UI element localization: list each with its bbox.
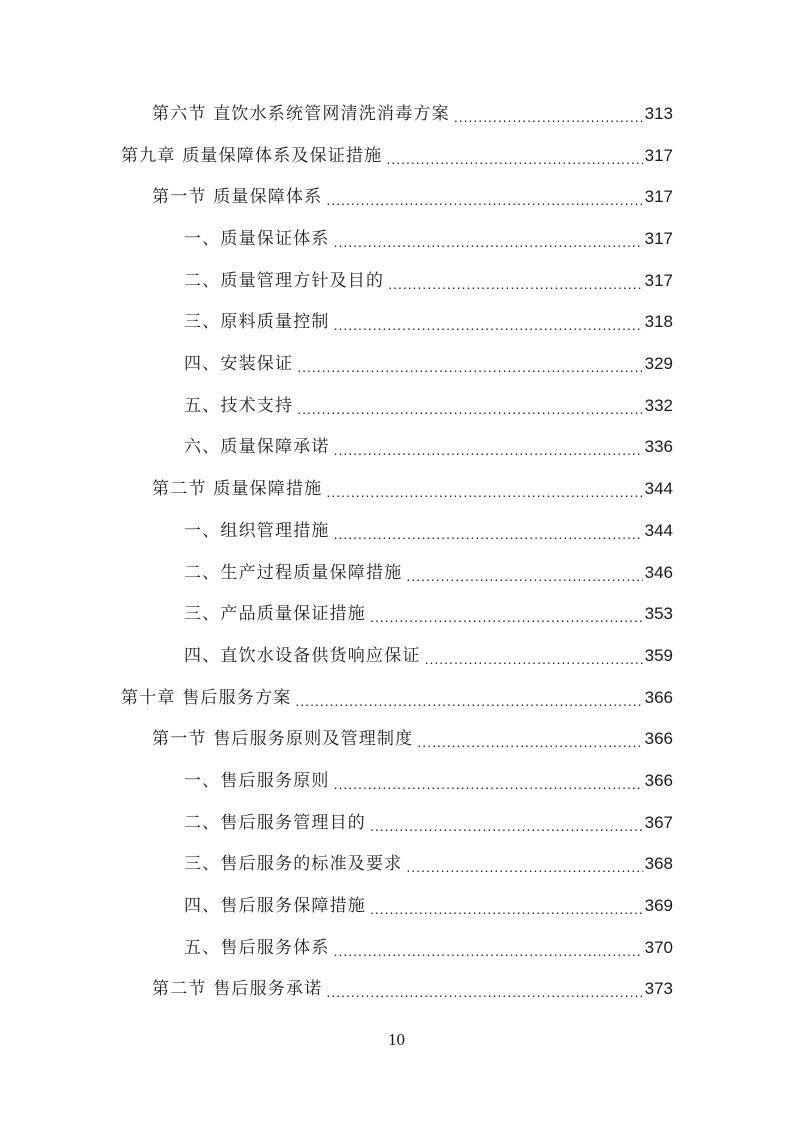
toc-entry-page: 368	[644, 854, 673, 873]
toc-entry-title: 第九章 质量保障体系及保证措施	[121, 146, 383, 166]
toc-entry[interactable]	[184, 600, 673, 628]
toc-entry-title: 第十章 售后服务方案	[121, 688, 292, 708]
toc-entry-title: 二、售后服务管理目的	[184, 813, 366, 833]
toc-entry-title: 四、安装保证	[184, 354, 294, 374]
toc-entry-page: 367	[644, 813, 673, 832]
toc-entry-page: 359	[644, 646, 673, 665]
toc-entry[interactable]	[121, 684, 673, 712]
toc-entry-title: 五、技术支持	[184, 396, 294, 416]
toc-entry-title: 五、售后服务体系	[184, 938, 330, 958]
toc-entry[interactable]	[152, 183, 673, 211]
toc-entry[interactable]	[184, 267, 673, 295]
toc-entry-page: 332	[644, 396, 673, 415]
dot-leader	[388, 267, 642, 295]
toc-entry-page: 373	[644, 979, 673, 998]
toc-entry-page: 317	[644, 146, 673, 165]
toc-entry-title: 第六节 直饮水系统管网清洗消毒方案	[152, 104, 450, 124]
toc-entry-title: 一、质量保证体系	[184, 229, 330, 249]
toc-entry-page: 344	[644, 521, 673, 540]
toc-entry-page: 346	[644, 563, 673, 582]
toc-entry[interactable]	[184, 934, 673, 962]
toc-entry-page: 370	[644, 938, 673, 957]
toc-entry-title: 四、售后服务保障措施	[184, 896, 366, 916]
toc-entry-title: 三、售后服务的标准及要求	[184, 854, 403, 874]
dot-leader	[334, 767, 643, 795]
toc-entry[interactable]	[184, 892, 673, 920]
toc-entry-page: 336	[644, 437, 673, 456]
toc-entry[interactable]	[121, 142, 673, 170]
dot-leader	[334, 433, 643, 461]
dot-leader	[297, 350, 642, 378]
toc-entry[interactable]	[152, 975, 673, 1003]
toc-entry[interactable]	[152, 725, 673, 753]
dot-leader	[334, 517, 643, 545]
toc-entry-page: 344	[644, 479, 673, 498]
toc-entry-title: 四、直饮水设备供货响应保证	[184, 646, 421, 666]
toc-entry-title: 三、产品质量保证措施	[184, 604, 366, 624]
toc-entry-title: 六、质量保障承诺	[184, 437, 330, 457]
toc-entry-page: 366	[644, 729, 673, 748]
toc-entry[interactable]	[184, 392, 673, 420]
dot-leader	[334, 934, 643, 962]
dot-leader	[326, 183, 642, 211]
dot-leader	[454, 100, 643, 128]
dot-leader	[334, 308, 643, 336]
dot-leader	[297, 392, 642, 420]
toc-entry-page: 317	[644, 187, 673, 206]
toc-entry[interactable]	[184, 767, 673, 795]
toc-entry-page: 366	[644, 688, 673, 707]
toc-entry[interactable]	[184, 433, 673, 461]
toc-entry[interactable]	[152, 100, 673, 128]
page-number: 10	[388, 1030, 405, 1049]
toc-entry-page: 317	[644, 271, 673, 290]
dot-leader	[406, 559, 642, 587]
dot-leader	[295, 684, 642, 712]
toc-entry-title: 第一节 售后服务原则及管理制度	[152, 729, 414, 749]
dot-leader	[326, 975, 642, 1003]
toc-entry[interactable]	[184, 559, 673, 587]
dot-leader	[370, 892, 643, 920]
dot-leader	[386, 142, 642, 170]
toc-entry-title: 第一节 质量保障体系	[152, 187, 323, 207]
dot-leader	[417, 725, 642, 753]
toc-entry-title: 一、组织管理措施	[184, 521, 330, 541]
dot-leader	[425, 642, 643, 670]
toc-entry-page: 369	[644, 896, 673, 915]
toc-entry[interactable]	[152, 475, 673, 503]
toc-entry-title: 二、生产过程质量保障措施	[184, 563, 403, 583]
toc-entry[interactable]	[184, 642, 673, 670]
toc-entry-page: 366	[644, 771, 673, 790]
toc-entry-page: 318	[644, 312, 673, 331]
toc-entry-page: 353	[644, 604, 673, 623]
toc-entry-title: 第二节 售后服务承诺	[152, 979, 323, 999]
dot-leader	[370, 600, 643, 628]
toc-entry-page: 313	[644, 104, 673, 123]
dot-leader	[370, 809, 643, 837]
toc-entry[interactable]	[184, 308, 673, 336]
toc-entry-title: 一、售后服务原则	[184, 771, 330, 791]
dot-leader	[406, 850, 642, 878]
dot-leader	[326, 475, 642, 503]
toc-entry-page: 329	[644, 354, 673, 373]
dot-leader	[334, 225, 643, 253]
toc-entry[interactable]	[184, 225, 673, 253]
toc-entry-page: 317	[644, 229, 673, 248]
toc-entry[interactable]	[184, 350, 673, 378]
toc-entry[interactable]	[184, 517, 673, 545]
toc-entry[interactable]	[184, 809, 673, 837]
toc-entry-title: 第二节 质量保障措施	[152, 479, 323, 499]
toc-entry-title: 三、原料质量控制	[184, 312, 330, 332]
toc-entry[interactable]	[184, 850, 673, 878]
toc-entry-title: 二、质量管理方针及目的	[184, 271, 385, 291]
